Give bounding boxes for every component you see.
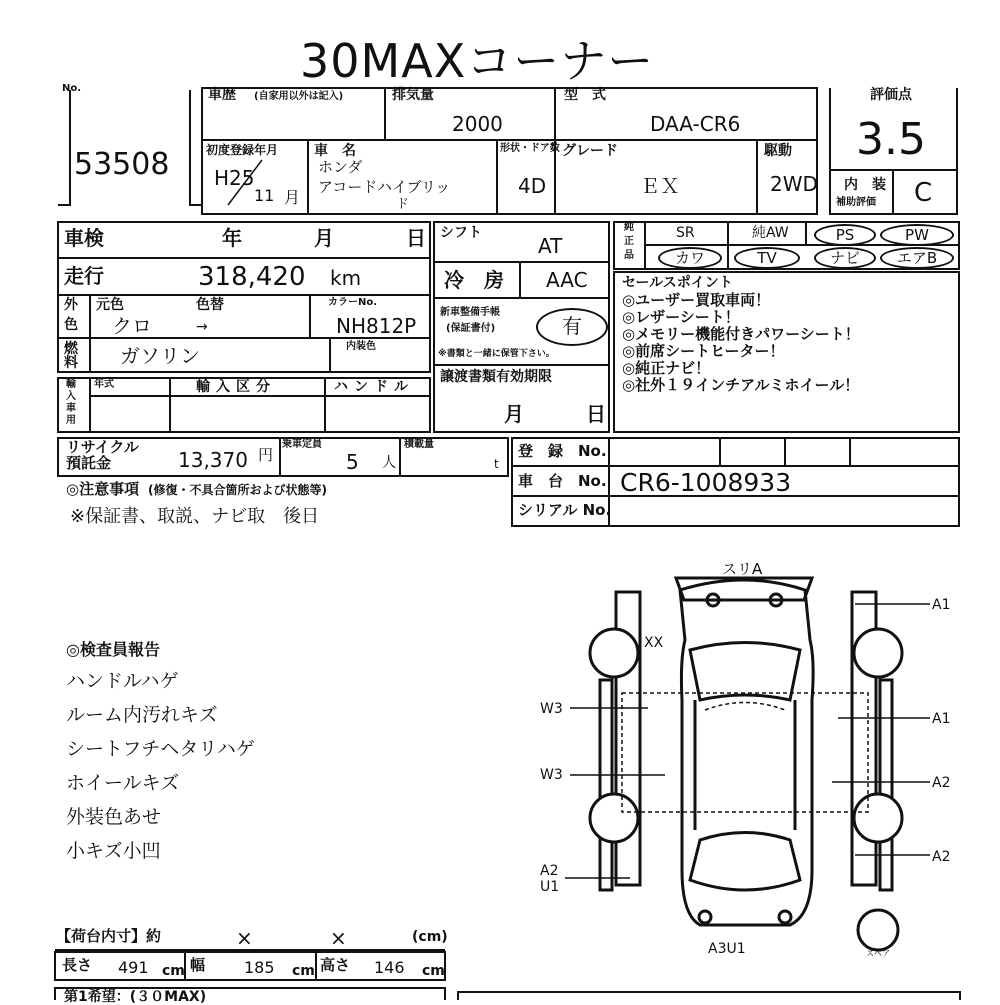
shift-value: AT [538, 234, 563, 258]
diagram-label: A2 [932, 849, 951, 865]
interior-label: 内 装 [844, 177, 886, 193]
inspector-item: シートフチヘタリハゲ [66, 738, 255, 760]
diagram-label: XX [644, 635, 664, 651]
cargo-unit: (cm) [412, 929, 448, 945]
recycle-value: 13,370 [178, 448, 248, 472]
diagram-label: W3 [540, 701, 563, 717]
displacement-label: 排気量 [392, 87, 434, 103]
model-value: DAA-CR6 [650, 112, 741, 136]
interior-score: C [914, 178, 933, 208]
caution-label: ◎注意事項 [66, 480, 140, 498]
cargo-times-2: × [330, 926, 347, 950]
inspection-label: 車検 [64, 226, 104, 250]
import-year-label: 年式 [94, 379, 114, 390]
cargo-length-value: 491 [118, 958, 149, 977]
manual-label: 新車整備手帳 [440, 307, 500, 318]
lot-label: No. [62, 83, 82, 94]
interior-color-label: 内装色 [346, 341, 376, 352]
ac-label: 冷 房 [444, 268, 504, 292]
fuel-label-2: 料 [64, 355, 78, 371]
first-reg-month: 11 [254, 186, 275, 205]
page-title: 30MAXコーナー [300, 34, 655, 88]
mileage-label: 走行 [64, 264, 104, 288]
history-sub: (自家用以外は記入) [254, 91, 344, 102]
sales-point: ◎レザーシート！ [622, 308, 740, 326]
transfer-day: 日 [586, 402, 606, 426]
diagram-label: A2 [540, 863, 559, 879]
recycle-label-2: 預託金 [66, 454, 112, 472]
caution-text: ※保証書、取説、ナビ取 後日 [70, 506, 320, 527]
mileage-value: 318,420 [198, 262, 306, 292]
diagram-label: A1 [932, 597, 951, 613]
ext-color-label-2: 色 [64, 317, 78, 333]
recycle-unit: 円 [258, 446, 274, 464]
model-label: 型 式 [564, 87, 606, 103]
chassis-value: CR6-1008933 [620, 468, 792, 497]
equip-label-3: 品 [624, 250, 634, 261]
diagram-label: W3 [540, 767, 563, 783]
mileage-unit: km [330, 266, 362, 290]
fuel-value: ガソリン [120, 344, 200, 368]
drive-value: 2WD [770, 172, 818, 196]
equip-pw: PW [880, 224, 954, 246]
inspection-month: 月 [314, 226, 334, 250]
ext-color-label-1: 外 [64, 297, 78, 313]
car-maker: ホンダ [318, 158, 363, 176]
fuel-label-1: 燃 [64, 341, 78, 357]
recycle-label-1: リサイクル [66, 438, 139, 456]
sales-point: ◎前席シートヒーター！ [622, 342, 785, 360]
manual-sub-label: (保証書付) [446, 323, 496, 334]
load-label: 積載量 [404, 439, 434, 450]
registration-label: 登 録 No. [518, 442, 607, 460]
color-code-label: カラーNo. [328, 297, 378, 308]
diagram-label: A2 [932, 775, 951, 791]
capacity-unit: 人 [382, 455, 396, 471]
ac-value: AAC [546, 268, 588, 292]
manual-value: 有 [536, 308, 608, 346]
inspector-item: 外装色あせ [66, 806, 162, 828]
inspection-day: 日 [406, 226, 426, 250]
score-value: 3.5 [856, 114, 926, 165]
inspector-item: ハンドルハゲ [66, 670, 179, 692]
color-code-value: NH812P [336, 314, 417, 338]
displacement-value: 2000 [452, 112, 503, 136]
equip-ps: PS [814, 224, 876, 246]
first-reg-label: 初度登録年月 [206, 143, 279, 157]
diagram-label: U1 [540, 879, 560, 895]
doors-label: 形状・ドア数 [500, 143, 560, 154]
ext-color-value: クロ [112, 314, 152, 338]
cargo-label: 【荷台内寸】約 [56, 927, 162, 945]
car-name-label: 車 名 [314, 143, 356, 159]
equip-sr: SR [676, 225, 695, 241]
import-label-1: 輸 [66, 379, 76, 390]
cargo-times-1: × [236, 926, 253, 950]
drive-label: 駆動 [764, 143, 792, 159]
inspector-label: ◎検査員報告 [66, 640, 160, 659]
lot-number: 53508 [74, 147, 170, 182]
sales-label: セールスポイント [622, 275, 733, 291]
cargo-width-label: 幅 [190, 956, 206, 974]
import-handle-label: ハンドル [334, 379, 414, 395]
inspection-year: 年 [222, 226, 242, 250]
cargo-height-unit: cm [422, 963, 445, 979]
first-choice-label: 第1希望：(３０MAX) [64, 989, 207, 1005]
shift-label: シフト [440, 225, 482, 241]
cargo-width-unit: cm [292, 963, 315, 979]
diagram-label: スリA [722, 560, 763, 578]
transfer-month: 月 [504, 402, 524, 426]
doors-value: 4D [518, 174, 547, 198]
equip-navi: ナビ [814, 247, 876, 269]
cargo-length-unit: cm [162, 963, 185, 979]
inspector-item: ホイールキズ [66, 772, 180, 794]
sales-point: ◎社外１９インチアルミホイール！ [622, 376, 860, 394]
score-label: 評価点 [870, 87, 912, 103]
equip-tv: TV [734, 247, 800, 269]
color-arrow: → [196, 319, 208, 335]
orig-color-label: 元色 [96, 297, 124, 313]
sales-point: ◎ユーザー買取車両！ [622, 291, 771, 309]
equip-aw: 純AW [752, 225, 789, 241]
import-class-label: 輸入区分 [196, 379, 276, 395]
manual-note: ※書類と一緒に保管下さい。 [438, 349, 555, 359]
first-reg-era: H25 [214, 166, 255, 190]
capacity-value: 5 [346, 450, 359, 474]
inspector-item: 小キズ小凹 [66, 840, 161, 862]
equip-label-1: 純 [624, 222, 634, 233]
caution-sub: (修復・不具合箇所および状態等) [148, 483, 327, 497]
car-name-line2: ド [396, 197, 410, 212]
diagram-label: A1 [932, 711, 951, 727]
import-label-4: 用 [66, 415, 76, 426]
history-label: 車歴 [208, 87, 236, 103]
interior-sub-label: 補助評価 [836, 197, 876, 208]
color-change-label: 色替 [196, 297, 224, 313]
spare-tire-label: スペア [866, 949, 890, 958]
import-label-2: 入 [66, 391, 76, 402]
grade-label: グレード [562, 143, 618, 159]
load-unit: t [494, 457, 499, 471]
cargo-length-label: 長さ [62, 956, 93, 974]
serial-label: シリアル No. [518, 501, 612, 519]
equip-leather: カワ [658, 247, 722, 269]
sales-point: ◎純正ナビ！ [622, 359, 711, 377]
cargo-height-value: 146 [374, 958, 405, 977]
diagram-label: A3U1 [708, 941, 746, 957]
transfer-label: 譲渡書類有効期限 [440, 369, 552, 385]
cargo-height-label: 高さ [320, 956, 351, 974]
capacity-label: 乗車定員 [282, 439, 322, 450]
car-name-line1: アコードハイブリッ [318, 178, 451, 196]
sales-point: ◎メモリー機能付きパワーシート！ [622, 325, 860, 343]
chassis-label: 車 台 No. [518, 472, 607, 490]
cargo-width-value: 185 [244, 958, 275, 977]
first-reg-month-unit: 月 [284, 188, 301, 207]
equip-label-2: 正 [624, 236, 634, 247]
import-label-3: 車 [66, 403, 76, 414]
equip-airbag: エアB [880, 247, 954, 269]
inspector-item: ルーム内汚れキズ [66, 704, 218, 726]
grade-value: ＥＸ [640, 174, 680, 198]
